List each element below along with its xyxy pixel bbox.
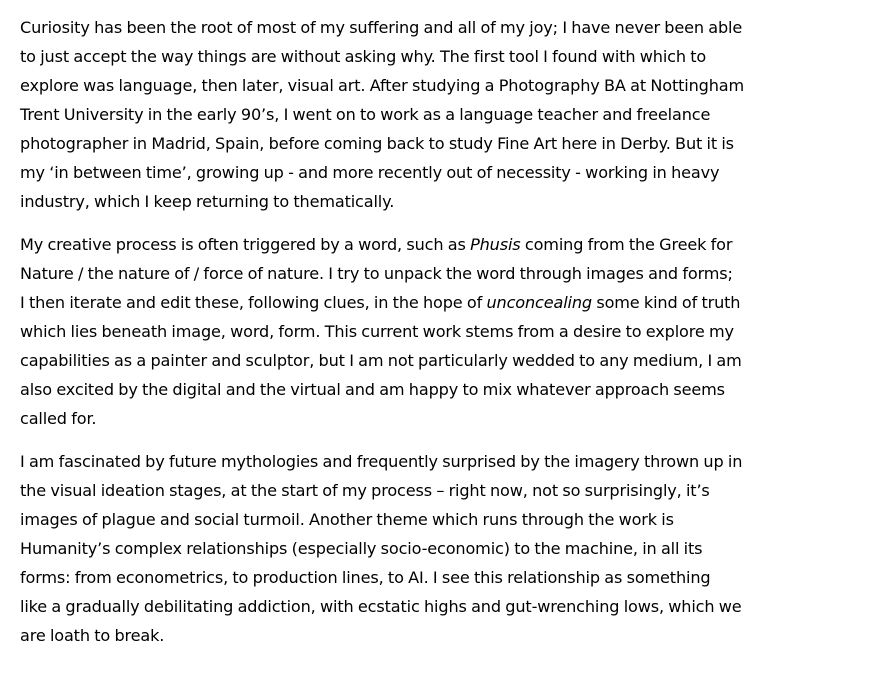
text-line xyxy=(20,230,849,259)
text-line: like a gradually debilitating addiction, with ecstatic highs and gut-wrenching lows, which we xyxy=(20,597,742,616)
paragraph-2 xyxy=(20,230,849,433)
italic-term-unconcealing: unconcealing xyxy=(486,293,592,312)
text-line: called for. xyxy=(20,409,97,428)
text-line: images of plague and social turmoil. Another theme which runs through the work is xyxy=(20,510,674,529)
text-line: also excited by the digital and the virtual and am happy to mix whatever approach seems xyxy=(20,380,725,399)
text-line: forms: from econometrics, to production lines, to AI. I see this relationship as something xyxy=(20,568,711,587)
text-line: Trent University in the early 90’s, I went on to work as a language teacher and freelance xyxy=(20,105,711,124)
text-line: industry, which I keep returning to thematically. xyxy=(20,192,395,211)
text-run: coming from the Greek for xyxy=(520,235,733,254)
text-line: explore was language, then later, visual art. After studying a Photography BA at Nottingham xyxy=(20,76,744,95)
text-line: Humanity’s complex relationships (especially socio-economic) to the machine, in all its xyxy=(20,539,703,558)
text-line: to just accept the way things are without asking why. The first tool I found with which to xyxy=(20,47,707,66)
text-line: capabilities as a painter and sculptor, but I am not particularly wedded to any medium, I am xyxy=(20,351,742,370)
text-line: I am fascinated by future mythologies and frequently surprised by the imagery thrown up in xyxy=(20,452,743,471)
text-line: Nature / the nature of / force of nature. I try to unpack the word through images and forms; xyxy=(20,264,733,283)
italic-term-phusis: Phusis xyxy=(470,235,521,254)
text-run: My creative process is often triggered by a word, such as xyxy=(20,235,471,254)
text-line: which lies beneath image, word, form. This current work stems from a desire to explore my xyxy=(20,322,734,341)
text-run: I then iterate and edit these, following clues, in the hope of xyxy=(20,293,487,312)
text-run: some kind of truth xyxy=(591,293,741,312)
paragraph-3 xyxy=(20,447,849,650)
text-line: are loath to break. xyxy=(20,626,165,645)
text-line: Curiosity has been the root of most of my suffering and all of my joy; I have never been able xyxy=(20,18,743,37)
text-line xyxy=(20,288,849,317)
paragraph-1 xyxy=(20,13,849,216)
text-line: photographer in Madrid, Spain, before coming back to study Fine Art here in Derby. But it is xyxy=(20,134,734,153)
text-line: my ‘in between time’, growing up - and more recently out of necessity - working in heavy xyxy=(20,163,720,182)
text-line: the visual ideation stages, at the start of my process – right now, not so surprisingly, it’s xyxy=(20,481,710,500)
